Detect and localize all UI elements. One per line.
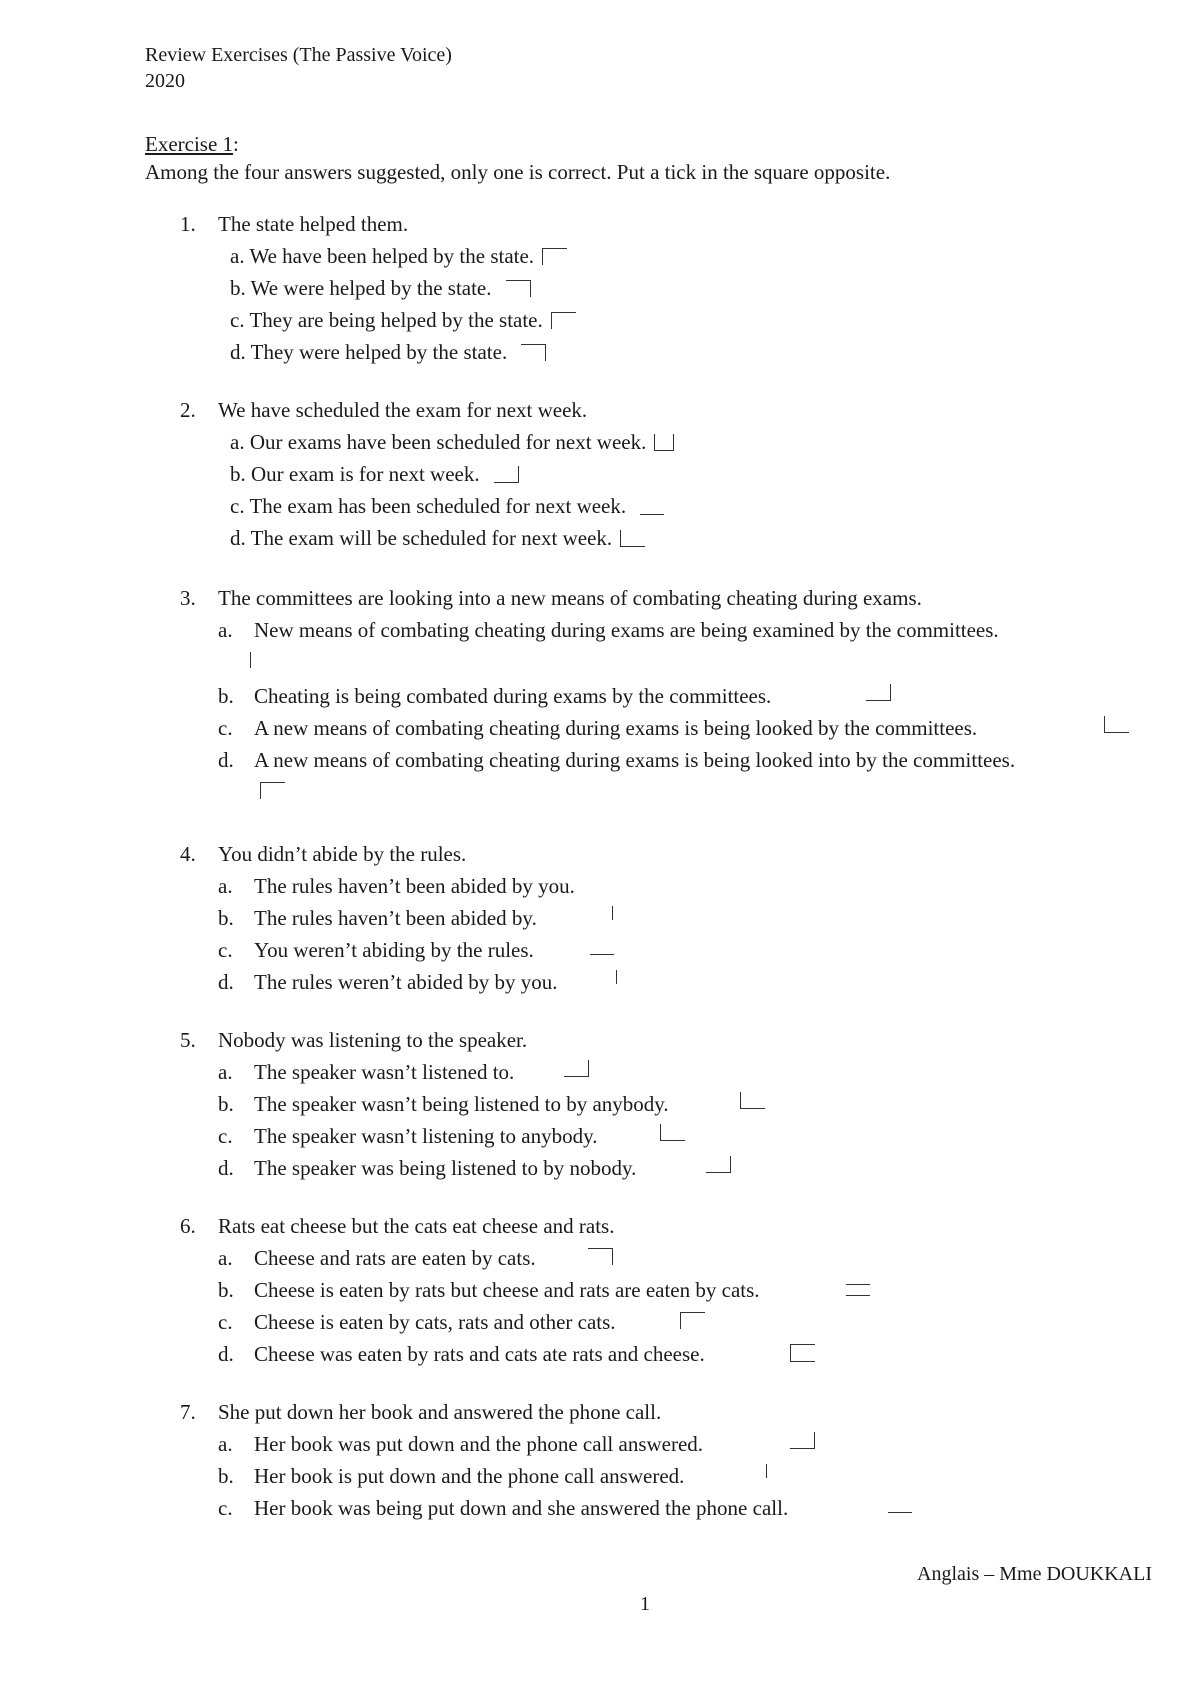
question-text: We have scheduled the exam for next week.: [218, 398, 588, 422]
answer-square[interactable]: [640, 498, 664, 515]
question-number: 1.: [180, 212, 196, 236]
answer-square[interactable]: [542, 248, 567, 265]
answer-square[interactable]: [846, 1284, 870, 1296]
answer-square[interactable]: [766, 1464, 791, 1478]
option-1d[interactable]: d. They were helped by the state.: [230, 340, 546, 365]
answer-square[interactable]: [612, 906, 637, 920]
answer-square[interactable]: [620, 530, 645, 547]
answer-square[interactable]: [740, 1092, 765, 1109]
question-number: 5.: [180, 1028, 196, 1052]
option-2c[interactable]: c. The exam has been scheduled for next week.: [230, 494, 664, 519]
page-number: 1: [640, 1593, 650, 1615]
answer-square[interactable]: [260, 782, 285, 799]
document-page: Review Exercises (The Passive Voice) 2020 Exercise 1: Among the four answers suggested, only one is correct. Put a tick in the square opposite. 1. The state helped them. a. We have been helped by the state. b. We were helped by the state. c. They are being helped by the state. d. They were helped by the state. 2. We have scheduled the exam for next week. a. Our exams have been scheduled for next week. b. Our exam is for next week. c. The exam has been scheduled for next week. d. The exam will be scheduled for next week. 3. The committees are looking into a new means of combating cheating during exams. a. New means of combating cheating during exams are being examined by the committees. b. Cheating is being combated during exams by the committees. c. A new means of combating cheating during exams is being looked by the committees. d. A new means of combating cheating during exams is being looked into by the committees. 4. You didn’t abide by the rules. a. The rules haven’t been abided by you. b. The rules haven’t been abided by. c. You weren’t abiding by the rules. d. The rules weren’t abided by by you. 5. Nobody was listening to the speaker. a. The speaker wasn’t listened to. b. The speaker wasn’t being listened to by anybody. c. The speaker wasn’t listening to anybody. d. The speaker was being listened to by nobody. 6. Rats eat cheese but the cats eat cheese and rats. a. Cheese and rats are eaten by cats. b. Cheese is eaten by rats but cheese and rats are eaten by cats. c. Cheese is eaten by cats, rats and other cats. d. Cheese was eaten by rats and cats ate rats and cheese. 7. She put down her book and answered the phone call. a. Her book was put down and the phone call answered. b. Her book is put down and the phone call answered. c. Her book was being put down and she answered the phone call. Anglais – Mme DOUKKALI 1: [145, 44, 1152, 1615]
question-number: 2.: [180, 398, 196, 422]
question-number: 7.: [180, 1400, 196, 1424]
option-1c[interactable]: c. They are being helped by the state.: [230, 308, 576, 333]
question-text: Nobody was listening to the speaker.: [218, 1028, 528, 1052]
question-number: 6.: [180, 1214, 196, 1238]
option-1a[interactable]: a. We have been helped by the state.: [230, 244, 567, 269]
question-text: Rats eat cheese but the cats eat cheese and rats.: [218, 1214, 615, 1238]
exercise-instruction: Among the four answers suggested, only one is correct. Put a tick in the square opposite.: [145, 160, 891, 184]
option-2d[interactable]: d. The exam will be scheduled for next week.: [230, 526, 645, 551]
question-text: The state helped them.: [218, 212, 409, 236]
answer-square[interactable]: [706, 1156, 731, 1173]
question-number: 4.: [180, 842, 196, 866]
answer-square[interactable]: [521, 344, 546, 361]
answer-square[interactable]: [866, 684, 891, 701]
answer-square[interactable]: [506, 280, 531, 297]
exercise-title: Exercise 1:: [145, 132, 239, 156]
answer-square[interactable]: [1104, 716, 1129, 733]
answer-square[interactable]: [564, 1060, 589, 1077]
question-text: The committees are looking into a new means of combating cheating during exams.: [218, 586, 922, 610]
document-title: Review Exercises (The Passive Voice): [145, 44, 452, 66]
answer-square[interactable]: [616, 970, 641, 984]
answer-square[interactable]: [494, 466, 519, 483]
answer-square[interactable]: [660, 1124, 685, 1141]
answer-square[interactable]: [654, 434, 674, 451]
question-text: She put down her book and answered the phone call.: [218, 1400, 662, 1424]
footer-author: Anglais – Mme DOUKKALI: [917, 1563, 1152, 1585]
answer-square[interactable]: [250, 652, 275, 668]
answer-square[interactable]: [790, 1344, 815, 1362]
option-2a[interactable]: a. Our exams have been scheduled for next week.: [230, 430, 674, 455]
answer-square[interactable]: [551, 312, 576, 329]
question-text: You didn’t abide by the rules.: [218, 842, 467, 866]
option-2b[interactable]: b. Our exam is for next week.: [230, 462, 519, 487]
answer-square[interactable]: [590, 938, 614, 955]
answer-square[interactable]: [790, 1432, 815, 1449]
document-year: 2020: [145, 70, 185, 92]
option-1b[interactable]: b. We were helped by the state.: [230, 276, 531, 301]
answer-square[interactable]: [588, 1248, 613, 1265]
answer-square[interactable]: [680, 1312, 705, 1329]
answer-square[interactable]: [888, 1496, 912, 1513]
question-number: 3.: [180, 586, 196, 610]
